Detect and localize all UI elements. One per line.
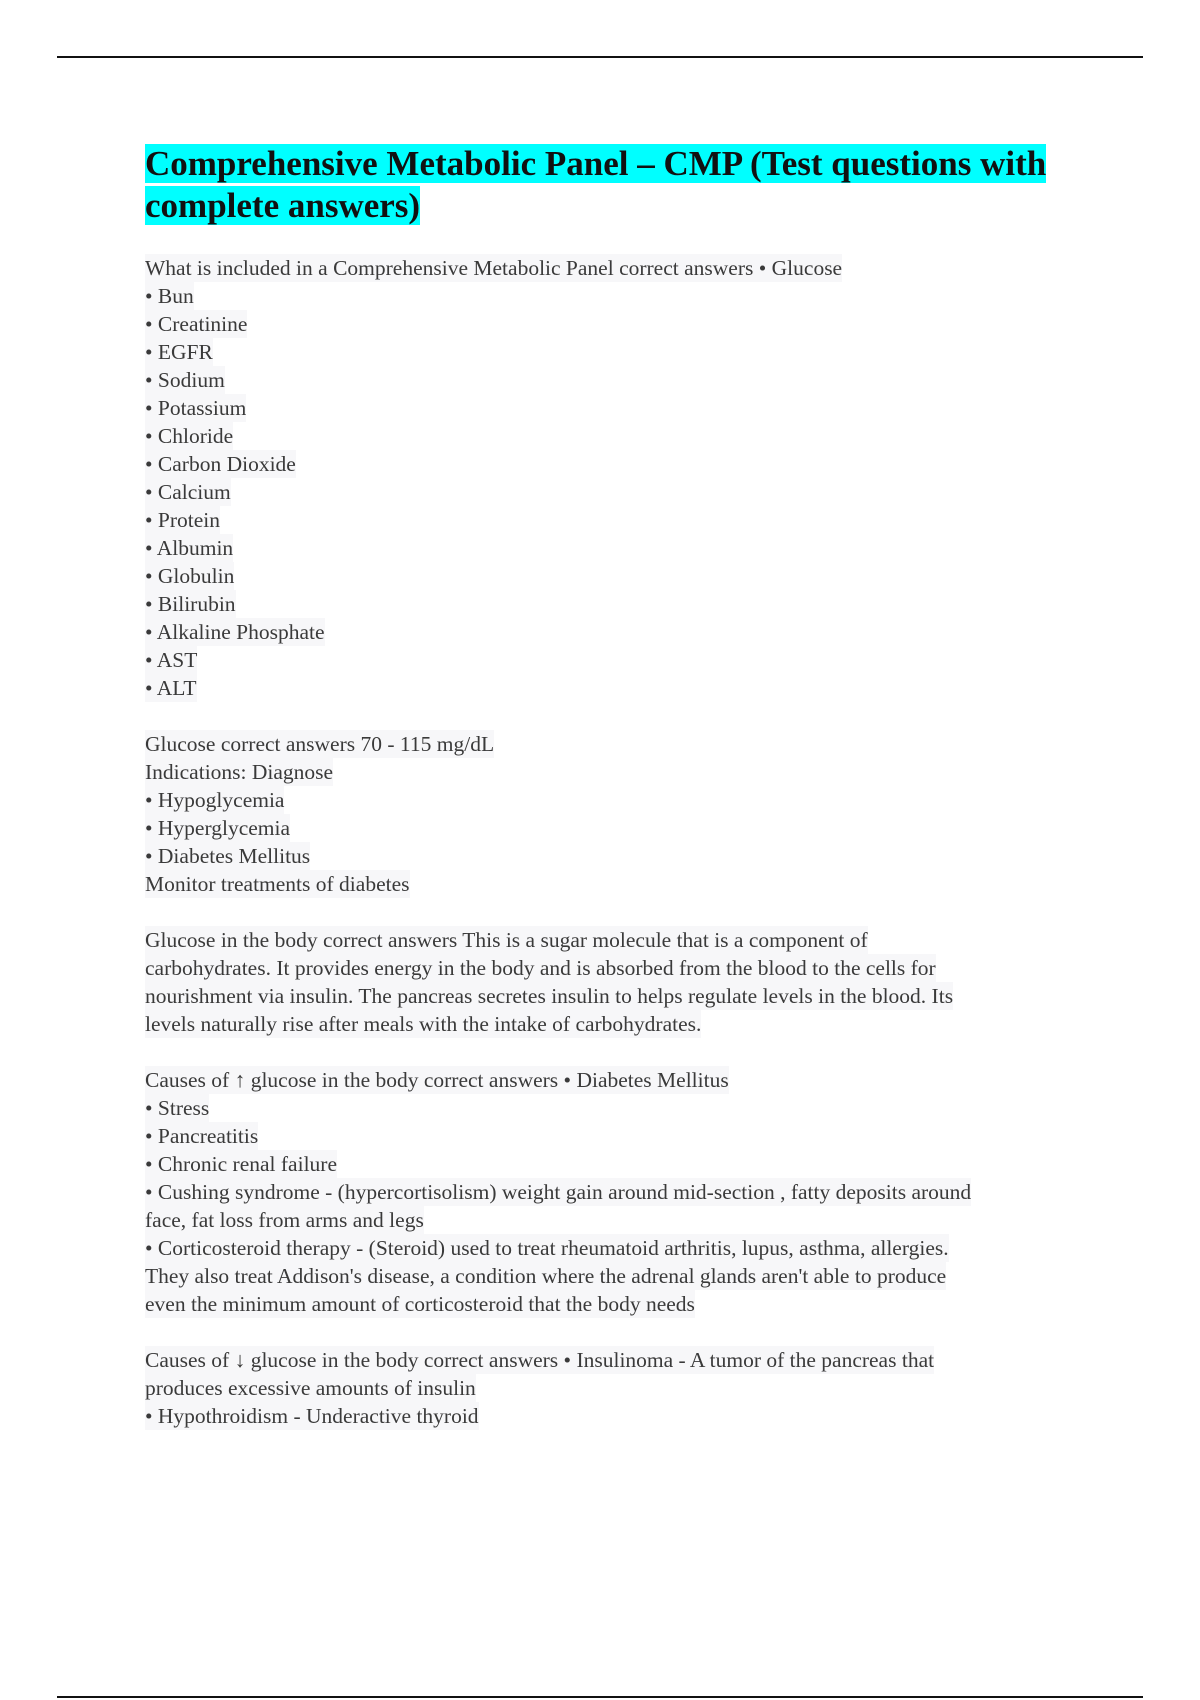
text-line: • Alkaline Phosphate: [145, 620, 325, 644]
text-line: even the minimum amount of corticosteroid that the body needs: [145, 1292, 695, 1316]
qa-section: [145, 254, 1085, 702]
text-line: Causes of ↑ glucose in the body correct answers • Diabetes Mellitus: [145, 1068, 729, 1092]
text-line: • Corticosteroid therapy - (Steroid) used to treat rheumatoid arthritis, lupus, asthma, allergies.: [145, 1236, 949, 1260]
text-line: • EGFR: [145, 340, 213, 364]
bottom-rule: [57, 1696, 1143, 1698]
text-line: • Carbon Dioxide: [145, 452, 296, 476]
text-line: • Hyperglycemia: [145, 816, 291, 840]
text-line: • Albumin: [145, 536, 234, 560]
text-line: • Sodium: [145, 368, 225, 392]
text-line: • Chronic renal failure: [145, 1152, 337, 1176]
text-line: • Hypothroidism - Underactive thyroid: [145, 1404, 479, 1428]
top-rule: [57, 56, 1143, 58]
text-line: • Globulin: [145, 564, 235, 588]
text-line: Monitor treatments of diabetes: [145, 872, 410, 896]
text-line: face, fat loss from arms and legs: [145, 1208, 424, 1232]
document-body: [145, 254, 1085, 1430]
text-line: • Stress: [145, 1096, 210, 1120]
text-line: • Cushing syndrome - (hypercortisolism) weight gain around mid-section , fatty deposits around: [145, 1180, 972, 1204]
qa-section: [145, 730, 1085, 898]
text-line: nourishment via insulin. The pancreas secretes insulin to helps regulate levels in the blood. Its: [145, 984, 954, 1008]
document-title: [145, 143, 1085, 227]
qa-section: [145, 1346, 1085, 1430]
text-line: Indications: Diagnose: [145, 760, 334, 784]
text-line: • Hypoglycemia: [145, 788, 285, 812]
text-line: What is included in a Comprehensive Metabolic Panel correct answers • Glucose: [145, 256, 843, 280]
text-line: levels naturally rise after meals with the intake of carbohydrates.: [145, 1012, 702, 1036]
text-line: • ALT: [145, 676, 197, 700]
text-line: • Protein: [145, 508, 221, 532]
text-line: • Potassium: [145, 396, 247, 420]
text-line: produces excessive amounts of insulin: [145, 1376, 476, 1400]
text-line: • Bun: [145, 284, 194, 308]
text-line: • Diabetes Mellitus: [145, 844, 311, 868]
text-line: • Bilirubin: [145, 592, 236, 616]
text-line: Causes of ↓ glucose in the body correct answers • Insulinoma - A tumor of the pancreas that: [145, 1348, 935, 1372]
text-line: Glucose in the body correct answers This is a sugar molecule that is a component of: [145, 928, 868, 952]
text-line: They also treat Addison's disease, a condition where the adrenal glands aren't able to produce: [145, 1264, 947, 1288]
text-line: • Pancreatitis: [145, 1124, 259, 1148]
text-line: Glucose correct answers 70 - 115 mg/dL: [145, 732, 495, 756]
text-line: • AST: [145, 648, 198, 672]
text-line: • Creatinine: [145, 312, 248, 336]
text-line: • Calcium: [145, 480, 231, 504]
text-line: carbohydrates. It provides energy in the body and is absorbed from the blood to the cells for: [145, 956, 936, 980]
qa-section: [145, 1066, 1085, 1318]
text-line: • Chloride: [145, 424, 234, 448]
qa-section: [145, 926, 1085, 1038]
document-page: [145, 143, 1085, 1458]
title-highlight: Comprehensive Metabolic Panel – CMP (Test questions with complete answers): [145, 144, 1047, 225]
